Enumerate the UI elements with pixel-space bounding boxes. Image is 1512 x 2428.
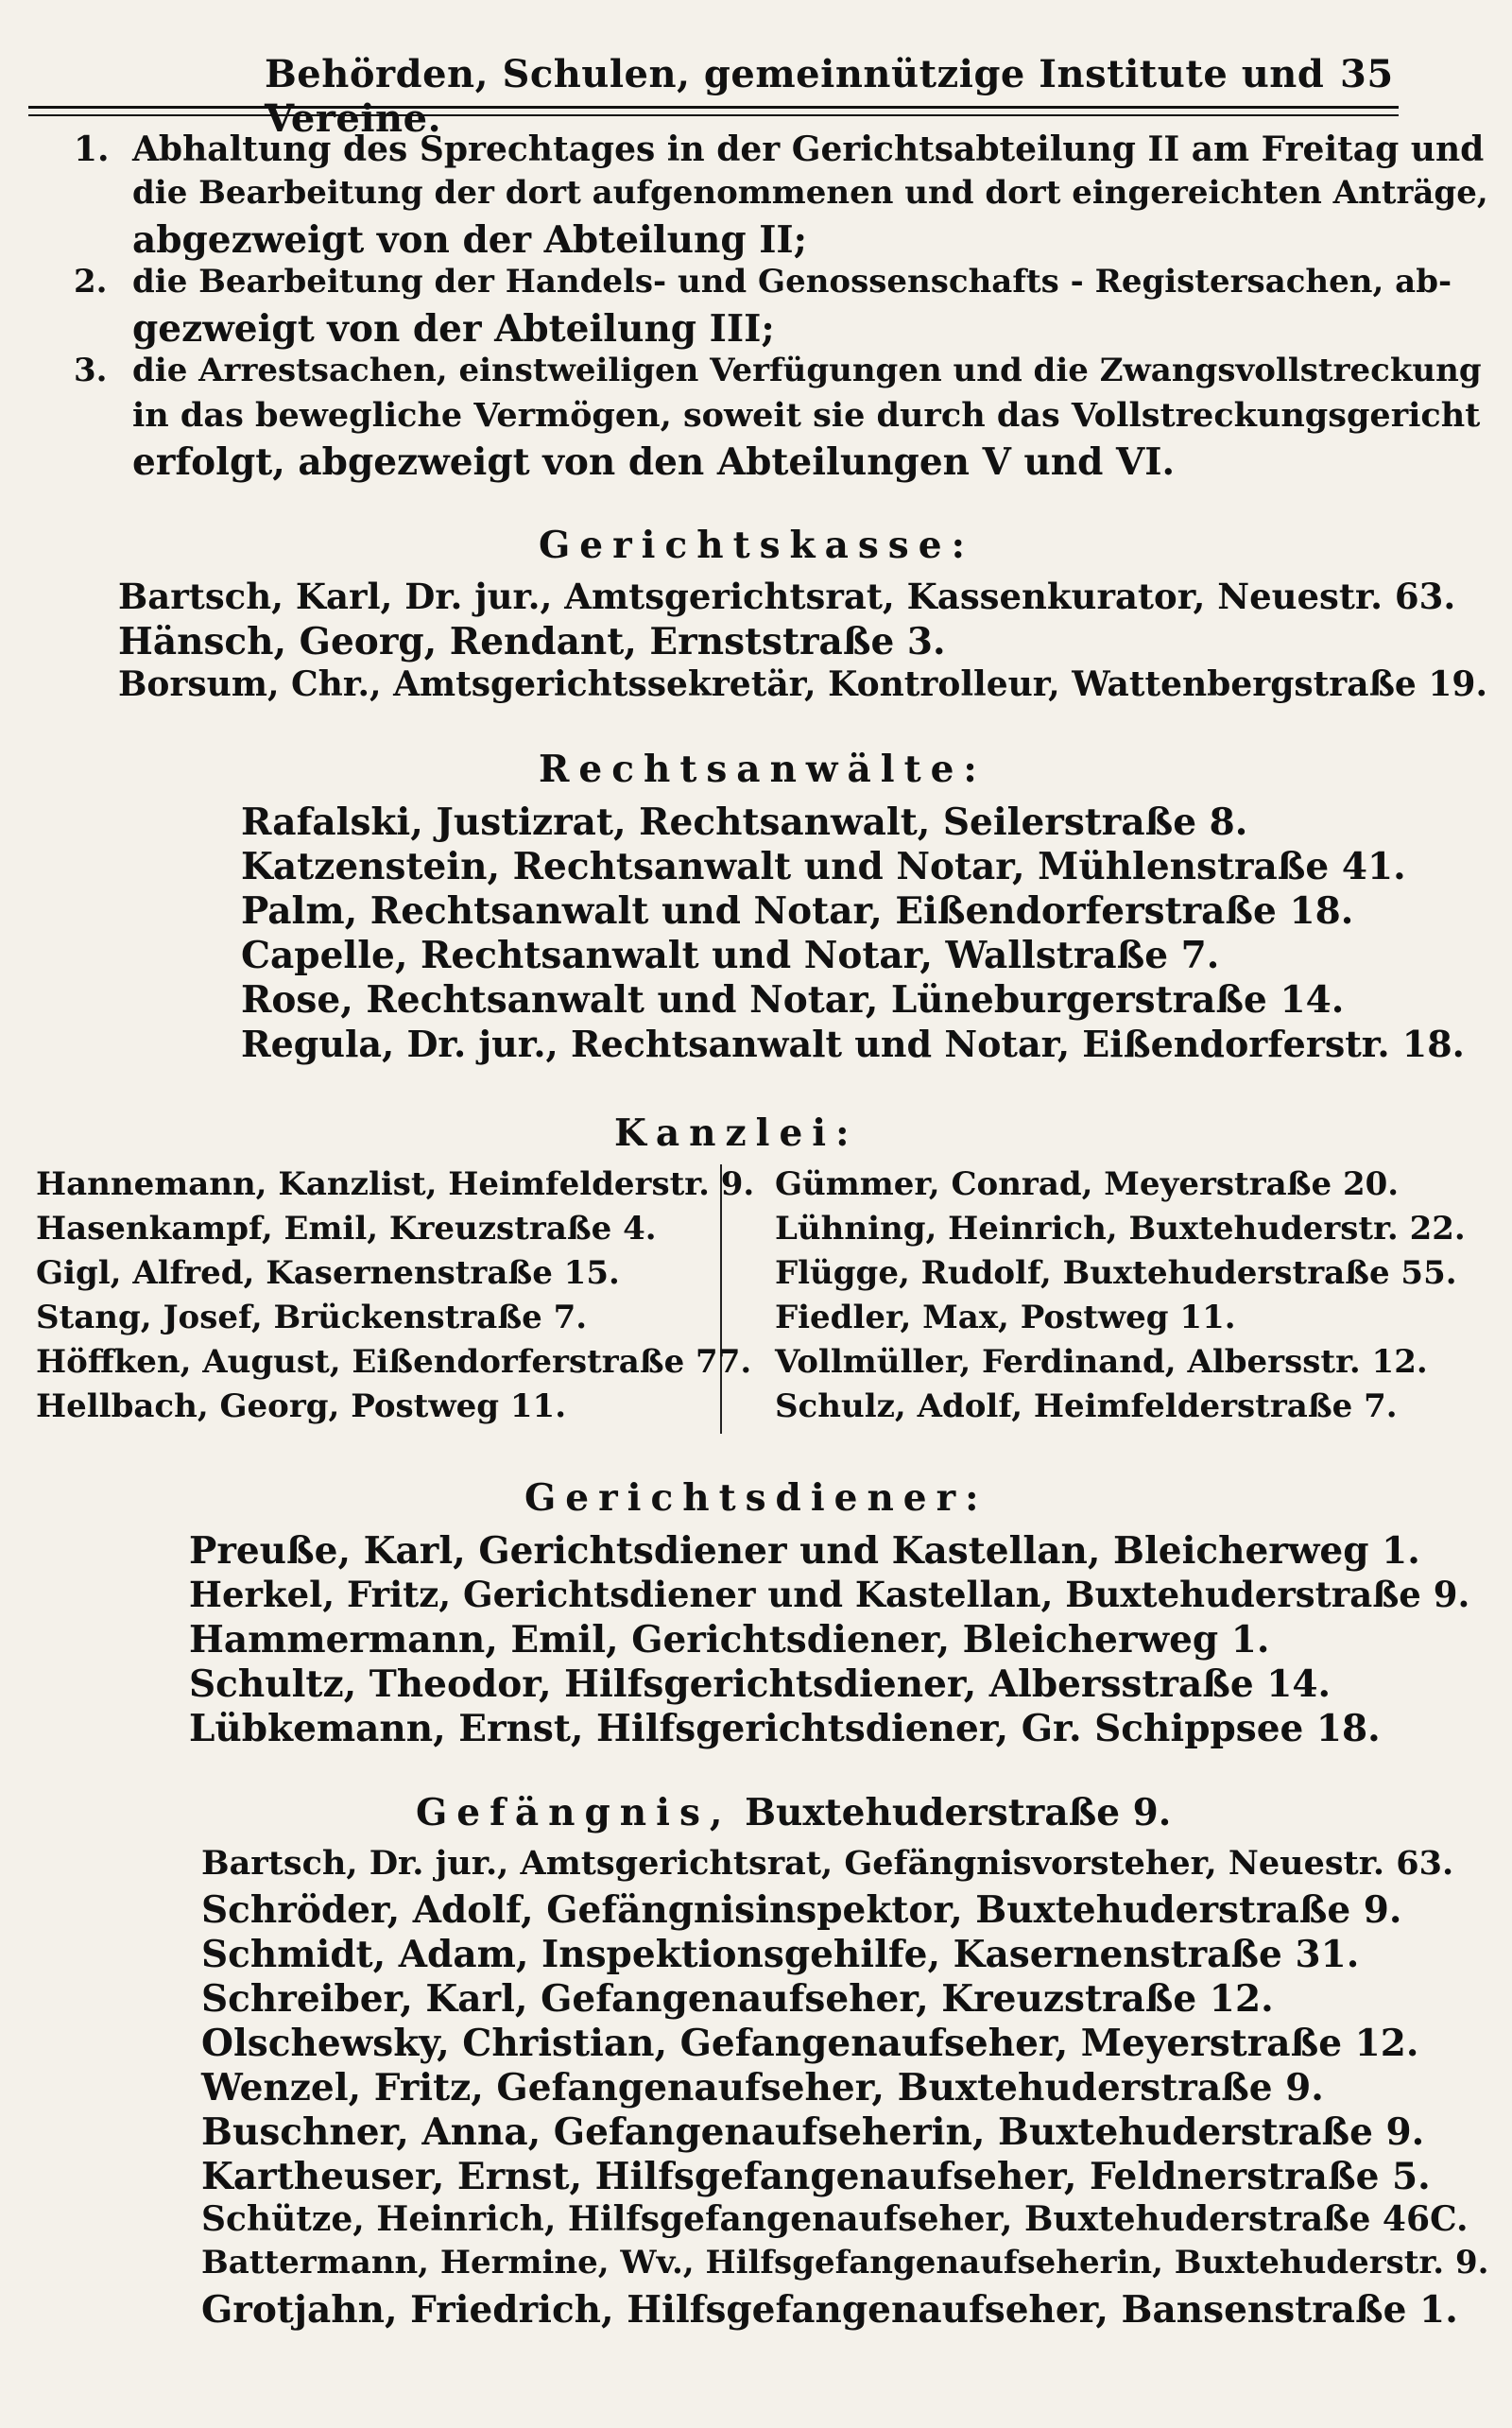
kanzlei-left-entry: Hellbach, Georg, Postweg 11. bbox=[36, 1387, 567, 1425]
gerichtskasse-entry: Bartsch, Karl, Dr. jur., Amtsgerichtsrat, Kassenkurator, Neuestr. 63. bbox=[118, 576, 1456, 617]
gefaengnis-entry: Schütze, Heinrich, Hilfsgefangenaufseher, Buxtehuderstraße 46C. bbox=[201, 2199, 1469, 2239]
kanzlei-left-entry: Stang, Josef, Brückenstraße 7. bbox=[36, 1299, 588, 1336]
kanzlei-right-entry: Vollmüller, Ferdinand, Albersstr. 12. bbox=[775, 1343, 1428, 1381]
kanzlei-left-entry: Höffken, August, Eißendorferstraße 77. bbox=[36, 1343, 752, 1381]
rechtsanwalt-entry: Capelle, Rechtsanwalt und Notar, Wallstraße 7. bbox=[241, 934, 1220, 977]
rechtsanwalt-entry: Rafalski, Justizrat, Rechtsanwalt, Seilerstraße 8. bbox=[241, 801, 1248, 844]
gefaengnis-entry: Schmidt, Adam, Inspektionsgehilfe, Kasernenstraße 31. bbox=[201, 1933, 1360, 1976]
numbered-item-3-line-1: 3. die Arrestsachen, einstweiligen Verfügungen und die Zwangsvollstreckung bbox=[74, 352, 1482, 389]
running-title: Behörden, Schulen, gemeinnützige Institute und Vereine. bbox=[265, 52, 1325, 141]
running-header bbox=[0, 52, 1512, 141]
gefaengnis-entry: Battermann, Hermine, Wv., Hilfsgefangenaufseherin, Buxtehuderstr. 9. bbox=[201, 2244, 1489, 2282]
gerichtsdiener-entry: Schultz, Theodor, Hilfsgerichtsdiener, Albersstraße 14. bbox=[189, 1662, 1332, 1706]
column-divider bbox=[720, 1164, 722, 1434]
kanzlei-right-entry: Gümmer, Conrad, Meyerstraße 20. bbox=[775, 1165, 1400, 1203]
numbered-item-2-line-1: 2. die Bearbeitung der Handels- und Genossenschafts - Registersachen, ab- bbox=[74, 263, 1452, 301]
section-heading-rechtsanwaelte: Rechtsanwälte: bbox=[539, 748, 987, 791]
rechtsanwalt-entry: Regula, Dr. jur., Rechtsanwalt und Notar, Eißendorferstr. 18. bbox=[241, 1023, 1465, 1065]
gerichtskasse-entry: Borsum, Chr., Amtsgerichtssekretär, Kontrolleur, Wattenbergstraße 19. bbox=[118, 664, 1487, 704]
gefaengnis-entry: Buschner, Anna, Gefangenaufseherin, Buxtehuderstraße 9. bbox=[201, 2110, 1425, 2154]
kanzlei-left-entry: Hannemann, Kanzlist, Heimfelderstr. 9. bbox=[36, 1165, 755, 1203]
gerichtsdiener-entry: Lübkemann, Ernst, Hilfsgerichtsdiener, Gr. Schippsee 18. bbox=[189, 1707, 1381, 1750]
gerichtsdiener-entry: Hammermann, Emil, Gerichtsdiener, Bleicherweg 1. bbox=[189, 1618, 1270, 1662]
page-number: 35 bbox=[1340, 52, 1394, 96]
gerichtskasse-entry: Hänsch, Georg, Rendant, Ernststraße 3. bbox=[118, 620, 946, 663]
gefaengnis-entry: Grotjahn, Friedrich, Hilfsgefangenaufseher, Bansenstraße 1. bbox=[201, 2288, 1458, 2332]
section-heading-kanzlei: Kanzlei: bbox=[614, 1111, 859, 1155]
rechtsanwalt-entry: Rose, Rechtsanwalt und Notar, Lüneburgerstraße 14. bbox=[241, 978, 1345, 1022]
numbered-item-1-line-1: 1. Abhaltung des Sprechtages in der Gerichtsabteilung II am Freitag und bbox=[74, 129, 1485, 169]
section-heading-gerichtskasse: Gerichtskasse: bbox=[539, 524, 974, 567]
gefaengnis-entry: Schreiber, Karl, Gefangenaufseher, Kreuzstraße 12. bbox=[201, 1977, 1274, 2021]
gefaengnis-entry: Kartheuser, Ernst, Hilfsgefangenaufseher, Feldnerstraße 5. bbox=[201, 2155, 1431, 2198]
rechtsanwalt-entry: Katzenstein, Rechtsanwalt und Notar, Mühlenstraße 41. bbox=[241, 845, 1406, 888]
gerichtsdiener-entry: Preuße, Karl, Gerichtsdiener und Kastellan, Bleicherweg 1. bbox=[189, 1529, 1420, 1573]
kanzlei-left-entry: Gigl, Alfred, Kasernenstraße 15. bbox=[36, 1254, 620, 1292]
gefaengnis-entry: Schröder, Adolf, Gefängnisinspektor, Buxtehuderstraße 9. bbox=[201, 1888, 1402, 1932]
gefaengnis-entry: Bartsch, Dr. jur., Amtsgerichtsrat, Gefängnisvorsteher, Neuestr. 63. bbox=[201, 1844, 1454, 1883]
kanzlei-right-entry: Fiedler, Max, Postweg 11. bbox=[775, 1299, 1236, 1336]
section-heading-gefaengnis: Gefängnis, Buxtehuderstraße 9. bbox=[416, 1791, 1172, 1834]
kanzlei-left-entry: Hasenkampf, Emil, Kreuzstraße 4. bbox=[36, 1210, 657, 1248]
section-heading-gerichtsdiener: Gerichtsdiener: bbox=[524, 1476, 988, 1520]
header-rule bbox=[28, 106, 1399, 109]
numbered-item-3-line-3: erfolgt, abgezweigt von den Abteilungen V und VI. bbox=[132, 440, 1176, 484]
kanzlei-right-entry: Flügge, Rudolf, Buxtehuderstraße 55. bbox=[775, 1254, 1457, 1292]
gefaengnis-entry: Wenzel, Fritz, Gefangenaufseher, Buxtehuderstraße 9. bbox=[201, 2066, 1324, 2109]
numbered-item-1-line-3: abgezweigt von der Abteilung II; bbox=[132, 218, 808, 262]
numbered-item-1-line-2: die Bearbeitung der dort aufgenommenen und dort eingereichten Anträge, bbox=[132, 174, 1488, 212]
numbered-item-2-line-2: gezweigt von der Abteilung III; bbox=[132, 307, 775, 351]
kanzlei-right-entry: Schulz, Adolf, Heimfelderstraße 7. bbox=[775, 1387, 1398, 1425]
gerichtsdiener-entry: Herkel, Fritz, Gerichtsdiener und Kastellan, Buxtehuderstraße 9. bbox=[189, 1574, 1470, 1615]
gefaengnis-entry: Olschewsky, Christian, Gefangenaufseher, Meyerstraße 12. bbox=[201, 2022, 1419, 2065]
rechtsanwalt-entry: Palm, Rechtsanwalt und Notar, Eißendorferstraße 18. bbox=[241, 889, 1354, 933]
header-rule-thin bbox=[28, 114, 1399, 116]
kanzlei-right-entry: Lühning, Heinrich, Buxtehuderstr. 22. bbox=[775, 1210, 1466, 1248]
numbered-item-3-line-2: in das bewegliche Vermögen, soweit sie durch das Vollstreckungsgericht bbox=[132, 396, 1481, 435]
